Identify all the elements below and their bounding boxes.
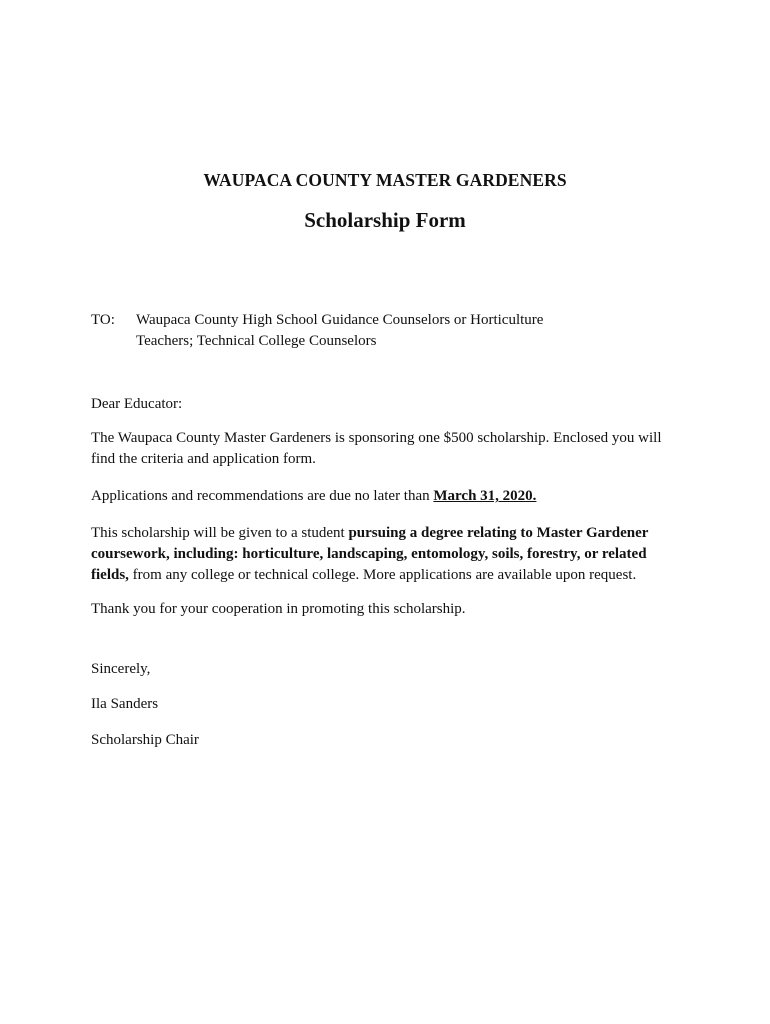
paragraph-deadline	[91, 486, 681, 507]
deadline-text: Applications and recommendations are due no later than	[91, 488, 434, 504]
organization-heading: WAUPACA COUNTY MASTER GARDENERS	[203, 170, 567, 190]
recipient-line-1: Waupaca County High School Guidance Counselors or Horticulture	[136, 312, 544, 328]
paragraph-thanks: Thank you for your cooperation in promoting this scholarship.	[91, 601, 466, 617]
paragraph-sponsorship: The Waupaca County Master Gardeners is sponsoring one $500 scholarship. Enclosed you will find the criteria and application form.	[91, 430, 662, 467]
eligibility-prefix: This scholarship will be given to a student	[91, 525, 349, 541]
eligibility-suffix: from any college or technical college. More applications are available upon request.	[128, 567, 637, 583]
signer-title: Scholarship Chair	[91, 732, 199, 748]
closing: Sincerely,	[91, 661, 151, 677]
paragraph-eligibility	[91, 523, 681, 586]
recipient-label: TO:	[91, 312, 115, 328]
greeting: Dear Educator:	[91, 396, 183, 412]
signer-name: Ila Sanders	[91, 696, 159, 712]
due-date: March 31, 2020.	[433, 488, 537, 504]
eligibility-degree-fields: pursuing a degree relating to Master Gardener coursework, including: horticulture, landscaping, entomology, soils, forestry, or related fields,	[91, 525, 649, 583]
recipient-text	[136, 310, 606, 352]
recipient-line-2: Teachers; Technical College Counselors	[136, 333, 377, 349]
form-title: Scholarship Form	[304, 208, 466, 232]
